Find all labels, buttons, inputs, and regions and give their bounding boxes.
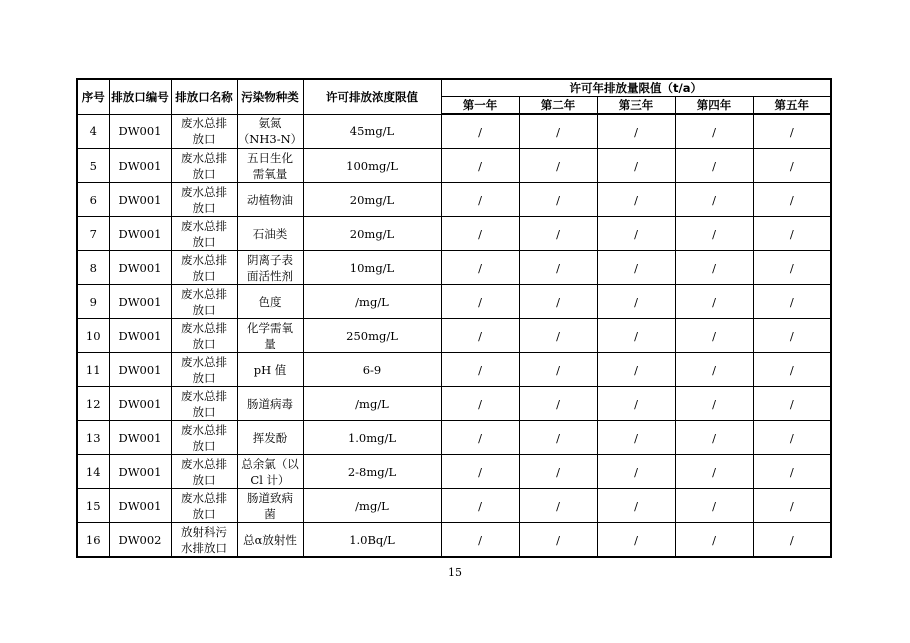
cell-outlet-name	[171, 285, 237, 319]
cell-concentration-limit: 6-9	[303, 353, 441, 387]
cell-year-1: /	[441, 455, 519, 489]
cell-concentration-limit: 1.0Bq/L	[303, 523, 441, 558]
outlet-name-line: 放口	[192, 404, 216, 419]
cell-outlet-name	[171, 149, 237, 183]
cell-year-2: /	[519, 149, 597, 183]
table-row	[77, 285, 831, 319]
table-row	[77, 455, 831, 489]
cell-year-4: /	[675, 489, 753, 523]
cell-concentration-limit: /mg/L	[303, 489, 441, 523]
cell-year-4: /	[675, 421, 753, 455]
outlet-name-line: 废水总排	[181, 320, 227, 335]
pollutant-line: 总余氯（以	[241, 456, 299, 471]
header-year-3: 第三年	[597, 97, 675, 115]
cell-year-1: /	[441, 251, 519, 285]
outlet-name-line: 废水总排	[181, 456, 227, 471]
header-seq: 序号	[77, 79, 109, 114]
cell-year-2: /	[519, 183, 597, 217]
cell-year-3: /	[597, 353, 675, 387]
cell-outlet-code: DW001	[109, 251, 171, 285]
cell-year-5: /	[753, 489, 831, 523]
cell-pollutant	[237, 387, 303, 421]
pollutant-line: 菌	[264, 506, 276, 521]
cell-year-1: /	[441, 489, 519, 523]
pollutant-line: 阴离子表	[247, 252, 293, 267]
cell-year-4: /	[675, 285, 753, 319]
outlet-name-line: 放射科污	[181, 524, 227, 539]
cell-year-3: /	[597, 455, 675, 489]
cell-seq: 8	[77, 251, 109, 285]
pollutant-line: 量	[264, 336, 276, 351]
cell-year-4: /	[675, 319, 753, 353]
cell-year-5: /	[753, 114, 831, 149]
pollutant-line: 肠道病毒	[247, 396, 293, 411]
cell-seq: 11	[77, 353, 109, 387]
outlet-name-line: 废水总排	[181, 422, 227, 437]
cell-year-2: /	[519, 114, 597, 149]
header-pollutant: 污染物种类	[237, 79, 303, 114]
cell-pollutant	[237, 183, 303, 217]
pollutant-line: 挥发酚	[252, 430, 288, 445]
cell-seq: 16	[77, 523, 109, 558]
cell-pollutant	[237, 251, 303, 285]
cell-seq: 10	[77, 319, 109, 353]
cell-pollutant	[237, 285, 303, 319]
cell-year-2: /	[519, 489, 597, 523]
cell-seq: 4	[77, 114, 109, 149]
cell-outlet-code: DW002	[109, 523, 171, 558]
cell-pollutant	[237, 353, 303, 387]
cell-outlet-code: DW001	[109, 217, 171, 251]
pollutant-line: 需氧量	[252, 166, 288, 181]
header-year-4: 第四年	[675, 97, 753, 115]
cell-year-2: /	[519, 251, 597, 285]
cell-year-1: /	[441, 421, 519, 455]
cell-outlet-name	[171, 319, 237, 353]
cell-pollutant	[237, 489, 303, 523]
pollutant-line: pH 值	[253, 362, 287, 377]
cell-outlet-code: DW001	[109, 149, 171, 183]
cell-outlet-name	[171, 489, 237, 523]
table-row	[77, 149, 831, 183]
cell-seq: 9	[77, 285, 109, 319]
outlet-name-line: 放口	[192, 472, 216, 487]
cell-seq: 13	[77, 421, 109, 455]
outlet-name-line: 废水总排	[181, 354, 227, 369]
cell-year-2: /	[519, 285, 597, 319]
cell-year-5: /	[753, 217, 831, 251]
cell-year-2: /	[519, 217, 597, 251]
cell-year-5: /	[753, 183, 831, 217]
pollutant-line: 化学需氧	[247, 320, 293, 335]
cell-pollutant	[237, 421, 303, 455]
cell-seq: 14	[77, 455, 109, 489]
cell-year-1: /	[441, 285, 519, 319]
cell-year-1: /	[441, 149, 519, 183]
table-row	[77, 251, 831, 285]
cell-seq: 5	[77, 149, 109, 183]
cell-outlet-code: DW001	[109, 421, 171, 455]
outlet-name-line: 废水总排	[181, 252, 227, 267]
header-concentration-limit: 许可排放浓度限值	[303, 79, 441, 114]
cell-year-5: /	[753, 523, 831, 558]
cell-seq: 6	[77, 183, 109, 217]
table-row	[77, 489, 831, 523]
cell-concentration-limit: 20mg/L	[303, 183, 441, 217]
cell-year-3: /	[597, 319, 675, 353]
cell-year-1: /	[441, 523, 519, 558]
cell-year-2: /	[519, 421, 597, 455]
table-row	[77, 319, 831, 353]
cell-pollutant	[237, 114, 303, 149]
cell-year-1: /	[441, 217, 519, 251]
cell-concentration-limit: 2-8mg/L	[303, 455, 441, 489]
cell-year-4: /	[675, 387, 753, 421]
cell-outlet-name	[171, 251, 237, 285]
cell-year-2: /	[519, 387, 597, 421]
outlet-name-line: 放口	[192, 234, 216, 249]
outlet-name-line: 废水总排	[181, 150, 227, 165]
table-row	[77, 217, 831, 251]
cell-outlet-code: DW001	[109, 183, 171, 217]
pollutant-line: 面活性剂	[247, 268, 293, 283]
cell-year-3: /	[597, 421, 675, 455]
outlet-name-line: 废水总排	[181, 218, 227, 233]
cell-concentration-limit: 10mg/L	[303, 251, 441, 285]
cell-year-3: /	[597, 149, 675, 183]
cell-year-3: /	[597, 523, 675, 558]
outlet-name-line: 放口	[192, 302, 216, 317]
outlet-name-line: 废水总排	[181, 286, 227, 301]
cell-concentration-limit: 250mg/L	[303, 319, 441, 353]
cell-year-3: /	[597, 217, 675, 251]
cell-year-1: /	[441, 387, 519, 421]
cell-outlet-code: DW001	[109, 455, 171, 489]
pollutant-line: 动植物油	[247, 192, 293, 207]
cell-concentration-limit: 1.0mg/L	[303, 421, 441, 455]
cell-year-3: /	[597, 251, 675, 285]
table-row	[77, 387, 831, 421]
cell-pollutant	[237, 149, 303, 183]
outlet-name-line: 放口	[192, 200, 216, 215]
cell-outlet-name	[171, 217, 237, 251]
outlet-name-line: 放口	[192, 506, 216, 521]
pollutant-line: 色度	[258, 294, 282, 309]
cell-concentration-limit: 45mg/L	[303, 114, 441, 149]
cell-year-4: /	[675, 217, 753, 251]
cell-year-3: /	[597, 387, 675, 421]
outlet-name-line: 废水总排	[181, 116, 227, 131]
cell-year-4: /	[675, 523, 753, 558]
cell-outlet-name	[171, 353, 237, 387]
cell-year-5: /	[753, 149, 831, 183]
cell-outlet-name	[171, 455, 237, 489]
cell-year-4: /	[675, 455, 753, 489]
pollutant-line: 石油类	[252, 226, 288, 241]
cell-outlet-name	[171, 421, 237, 455]
table-row	[77, 183, 831, 217]
cell-year-1: /	[441, 183, 519, 217]
header-year-2: 第二年	[519, 97, 597, 115]
page-number: 15	[448, 566, 462, 579]
table-row	[77, 421, 831, 455]
table-row	[77, 114, 831, 149]
cell-pollutant	[237, 217, 303, 251]
cell-year-1: /	[441, 319, 519, 353]
cell-concentration-limit: 100mg/L	[303, 149, 441, 183]
table-row	[77, 353, 831, 387]
outlet-name-line: 放口	[192, 370, 216, 385]
header-annual-limit: 许可年排放量限值（t/a）	[441, 79, 831, 97]
cell-pollutant	[237, 319, 303, 353]
cell-year-5: /	[753, 421, 831, 455]
cell-outlet-code: DW001	[109, 285, 171, 319]
outlet-name-line: 废水总排	[181, 490, 227, 505]
cell-concentration-limit: 20mg/L	[303, 217, 441, 251]
cell-year-2: /	[519, 319, 597, 353]
header-outlet-name: 排放口名称	[171, 79, 237, 114]
cell-year-5: /	[753, 251, 831, 285]
cell-outlet-code: DW001	[109, 353, 171, 387]
header-year-5: 第五年	[753, 97, 831, 115]
pollutant-line: Cl 计）	[250, 472, 290, 487]
outlet-name-line: 放口	[192, 166, 216, 181]
outlet-name-line: 放口	[192, 268, 216, 283]
cell-year-2: /	[519, 523, 597, 558]
cell-outlet-code: DW001	[109, 319, 171, 353]
cell-outlet-name	[171, 523, 237, 558]
cell-pollutant	[237, 523, 303, 558]
cell-year-1: /	[441, 353, 519, 387]
cell-year-1: /	[441, 114, 519, 149]
cell-outlet-code: DW001	[109, 387, 171, 421]
cell-year-2: /	[519, 455, 597, 489]
cell-year-4: /	[675, 353, 753, 387]
cell-concentration-limit: /mg/L	[303, 285, 441, 319]
cell-outlet-name	[171, 387, 237, 421]
header-year-1: 第一年	[441, 97, 519, 115]
cell-year-5: /	[753, 387, 831, 421]
cell-year-3: /	[597, 183, 675, 217]
outlet-name-line: 放口	[192, 336, 216, 351]
outlet-name-line: 废水总排	[181, 388, 227, 403]
cell-year-5: /	[753, 319, 831, 353]
cell-seq: 12	[77, 387, 109, 421]
cell-year-5: /	[753, 353, 831, 387]
cell-seq: 7	[77, 217, 109, 251]
pollutant-line: 肠道致病	[247, 490, 293, 505]
cell-pollutant	[237, 455, 303, 489]
cell-year-4: /	[675, 114, 753, 149]
cell-year-4: /	[675, 149, 753, 183]
cell-year-5: /	[753, 285, 831, 319]
pollutant-permit-table	[76, 78, 832, 558]
outlet-name-line: 废水总排	[181, 184, 227, 199]
cell-concentration-limit: /mg/L	[303, 387, 441, 421]
cell-outlet-name	[171, 183, 237, 217]
cell-outlet-code: DW001	[109, 114, 171, 149]
outlet-name-line: 放口	[192, 132, 216, 147]
pollutant-line: （NH3-N）	[237, 132, 303, 147]
cell-year-5: /	[753, 455, 831, 489]
outlet-name-line: 水排放口	[181, 540, 227, 555]
cell-year-2: /	[519, 353, 597, 387]
pollutant-line: 总α放射性	[243, 532, 297, 547]
outlet-name-line: 放口	[192, 438, 216, 453]
cell-year-3: /	[597, 114, 675, 149]
cell-year-4: /	[675, 183, 753, 217]
table-row	[77, 523, 831, 558]
pollutant-line: 氨氮	[258, 116, 282, 131]
pollutant-line: 五日生化	[247, 150, 293, 165]
cell-year-4: /	[675, 251, 753, 285]
cell-seq: 15	[77, 489, 109, 523]
cell-outlet-name	[171, 114, 237, 149]
cell-year-3: /	[597, 489, 675, 523]
header-outlet-code: 排放口编号	[109, 79, 171, 114]
cell-year-3: /	[597, 285, 675, 319]
cell-outlet-code: DW001	[109, 489, 171, 523]
